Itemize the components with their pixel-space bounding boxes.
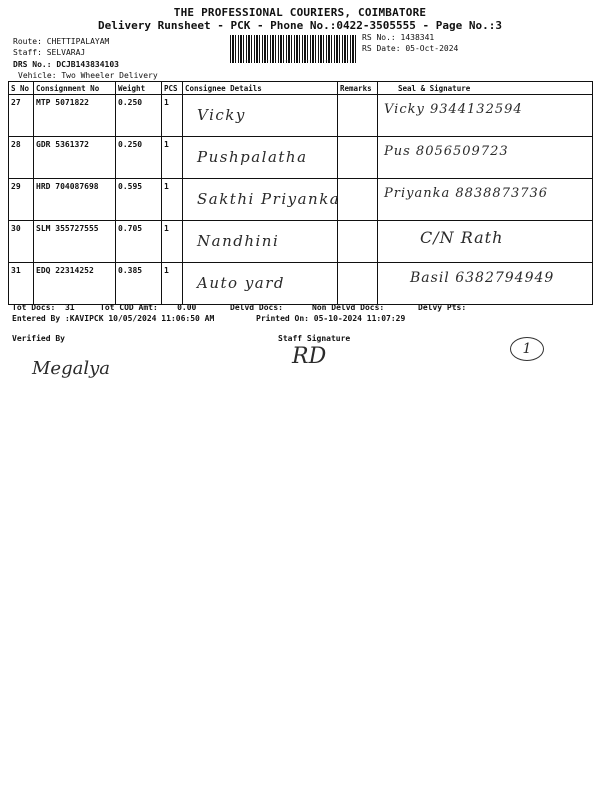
receiver-signature: C/N Rath (420, 228, 504, 247)
col-remarks: Remarks (338, 82, 378, 95)
barcode-image (230, 35, 356, 63)
row-remarks (338, 263, 378, 305)
row-sno: 27 (9, 95, 34, 137)
row-weight: 0.705 (116, 221, 162, 263)
staff-label: Staff: SELVARAJ (13, 48, 86, 57)
printed-on: Printed On: 05-10-2024 11:07:29 (256, 314, 406, 323)
row-weight: 0.250 (116, 137, 162, 179)
verifier-handwritten-signature: Megalya (32, 358, 110, 379)
col-seal-signature: Seal & Signature (378, 82, 593, 95)
consignee-name: Sakthi Priyanka (197, 190, 341, 208)
circled-mark (510, 337, 544, 361)
table-row (9, 179, 593, 221)
row-pcs: 1 (162, 263, 183, 305)
row-remarks (338, 137, 378, 179)
company-title: THE PROFESSIONAL COURIERS, COIMBATORE (173, 6, 427, 19)
row-sno: 29 (9, 179, 34, 221)
delivered-docs: Delvd Docs: (230, 303, 283, 312)
row-pcs: 1 (162, 95, 183, 137)
row-weight: 0.595 (116, 179, 162, 221)
total-docs: Tot Docs: 31 (12, 303, 75, 312)
col-pcs: PCS (162, 82, 183, 95)
verified-by-label: Verified By (12, 334, 65, 343)
receiver-signature: Vicky 9344132594 (384, 102, 523, 117)
receiver-signature: Pus 8056509723 (384, 144, 509, 159)
col-sno: S No (9, 82, 34, 95)
table-row (9, 221, 593, 263)
row-pcs: 1 (162, 221, 183, 263)
receiver-signature: Priyanka 8838873736 (384, 186, 549, 201)
col-weight: Weight (116, 82, 162, 95)
table-row (9, 95, 593, 137)
row-sno: 31 (9, 263, 34, 305)
row-weight: 0.250 (116, 95, 162, 137)
runsheet-subtitle: Delivery Runsheet - PCK - Phone No.:0422-3505555 - Page No.:3 (98, 19, 502, 32)
consignee-name: Auto yard (197, 274, 286, 292)
row-weight: 0.385 (116, 263, 162, 305)
row-sno: 28 (9, 137, 34, 179)
row-remarks (338, 179, 378, 221)
row-consignment-no: HRD 704087698 (34, 179, 116, 221)
entered-by: Entered By :KAVIPCK 10/05/2024 11:06:50 AM (12, 314, 215, 323)
row-consignment-no: GDR 5361372 (34, 137, 116, 179)
receiver-signature: Basil 6382794949 (410, 270, 555, 286)
table-header-row (9, 82, 593, 95)
row-consignment-no: EDQ 22314252 (34, 263, 116, 305)
runsheet-table (8, 81, 593, 305)
delivery-points: Delvy Pts: (418, 303, 467, 312)
col-consignee-details: Consignee Details (183, 82, 338, 95)
rs-date: RS Date: 05-Oct-2024 (362, 44, 459, 53)
row-consignment-no: MTP 5071822 (34, 95, 116, 137)
row-sno: 30 (9, 221, 34, 263)
staff-signature-label: Staff Signature (278, 334, 351, 343)
consignee-name: Vicky (197, 106, 246, 124)
consignee-name: Pushpalatha (197, 148, 308, 166)
staff-handwritten-signature: RD (292, 344, 327, 369)
table-row (9, 263, 593, 305)
row-consignment-no: SLM 355727555 (34, 221, 116, 263)
row-remarks (338, 221, 378, 263)
vehicle-label: Vehicle: Two Wheeler Delivery (18, 71, 158, 80)
row-pcs: 1 (162, 179, 183, 221)
total-cod-amount: Tot COD Amt: 0.00 (100, 303, 197, 312)
row-pcs: 1 (162, 137, 183, 179)
col-consignment-no: Consignment No (34, 82, 116, 95)
consignee-name: Nandhini (197, 232, 280, 250)
row-remarks (338, 95, 378, 137)
route-label: Route: CHETTIPALAYAM (13, 37, 110, 46)
non-delivered-docs: Non Delvd Docs: (312, 303, 385, 312)
table-row (9, 137, 593, 179)
rs-number: RS No.: 1438341 (362, 33, 435, 42)
circled-number: 1 (522, 341, 532, 357)
drs-number: DRS No.: DCJB143834103 (13, 60, 119, 69)
